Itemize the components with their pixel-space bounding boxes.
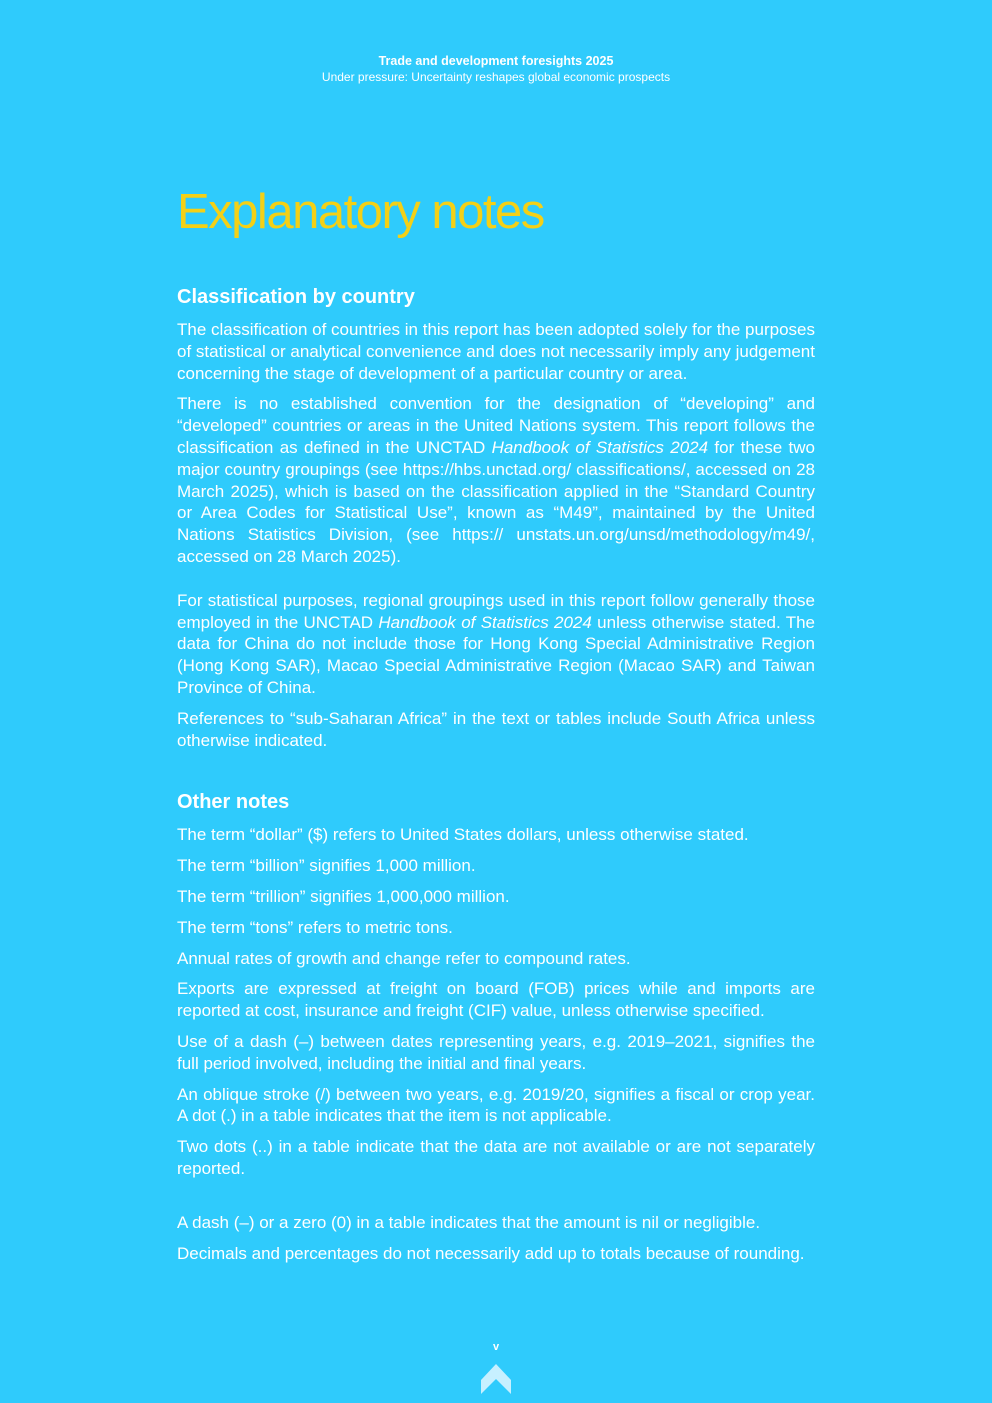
chevron-up-icon (480, 1363, 512, 1395)
note-item: Use of a dash (–) between dates representing years, e.g. 2019–2021, signifies the full period involved, including the initial and final years. (177, 1031, 815, 1073)
paragraph: The classification of countries in this report has been adopted solely for the purposes of statistical or analytical convenience and does not necessarily imply any judgement concerning the stage of development of a particular country or area. (177, 320, 815, 383)
publication-title: Handbook of Statistics 2024 (491, 437, 709, 457)
paragraph (177, 393, 815, 567)
report-subtitle: Under pressure: Uncertainty reshapes global economic prospects (321, 70, 671, 84)
paragraph (177, 590, 815, 699)
report-title: Trade and development foresights 2025 (378, 54, 614, 68)
publication-title: Handbook of Statistics 2024 (378, 612, 592, 632)
running-header (0, 53, 992, 85)
paragraph-text: unless otherwise stated. The data for China do not include those for Hong Kong Special Administrative Region (Hong Kong SAR), Macao Special Administrative Region (Macao SAR) and Taiwan Province of China. (177, 612, 815, 697)
paragraph-text: There is no established convention for the designation of “developing” and “developed” countries or areas in the United Nations system. This report follows the classification as defined in the UNCTAD (177, 394, 815, 457)
note-item: Decimals and percentages do not necessarily add up to totals because of rounding. (177, 1243, 805, 1263)
paragraph-text: for these two major country groupings (see https://hbs.unctad.org/ classifications/, accessed on 28 March 2025), which is based on the classification applied in the “Standard Country or Area Codes for Statistical Use”, known as “M49”, maintained by the United Nations Statistics Division, (see https:// unstats.un.org/unsd/methodology/m49/, accessed on 28 March 2025). (177, 437, 815, 566)
note-item: The term “billion” signifies 1,000 million. (177, 856, 476, 876)
paragraph: References to “sub-Saharan Africa” in the text or tables include South Africa unless otherwise indicated. (177, 708, 815, 750)
main-content (177, 180, 815, 1264)
section-heading-classification: Classification by country (177, 286, 415, 308)
page-title: Explanatory notes (177, 185, 544, 239)
note-item: A dash (–) or a zero (0) in a table indicates that the amount is nil or negligible. (177, 1212, 761, 1232)
paragraph-text: For statistical purposes, regional groupings used in this report follow generally those employed in the UNCTAD (177, 590, 815, 632)
note-item: Exports are expressed at freight on board (FOB) prices while and imports are reported at cost, insurance and freight (CIF) value, unless otherwise specified. (177, 979, 815, 1021)
section-heading-other-notes: Other notes (177, 791, 290, 814)
note-item: Annual rates of growth and change refer to compound rates. (177, 948, 631, 968)
note-item: The term “dollar” ($) refers to United States dollars, unless otherwise stated. (177, 825, 749, 845)
note-item: The term “tons” refers to metric tons. (177, 917, 453, 937)
page-number: v (492, 1341, 500, 1353)
note-item: An oblique stroke (/) between two years, e.g. 2019/20, signifies a fiscal or crop year. A dot (.) in a table indicates that the item is not applicable. (177, 1084, 815, 1126)
note-item: Two dots (..) in a table indicate that the data are not available or are not separately reported. (177, 1137, 815, 1178)
note-item: The term “trillion” signifies 1,000,000 million. (177, 886, 510, 906)
